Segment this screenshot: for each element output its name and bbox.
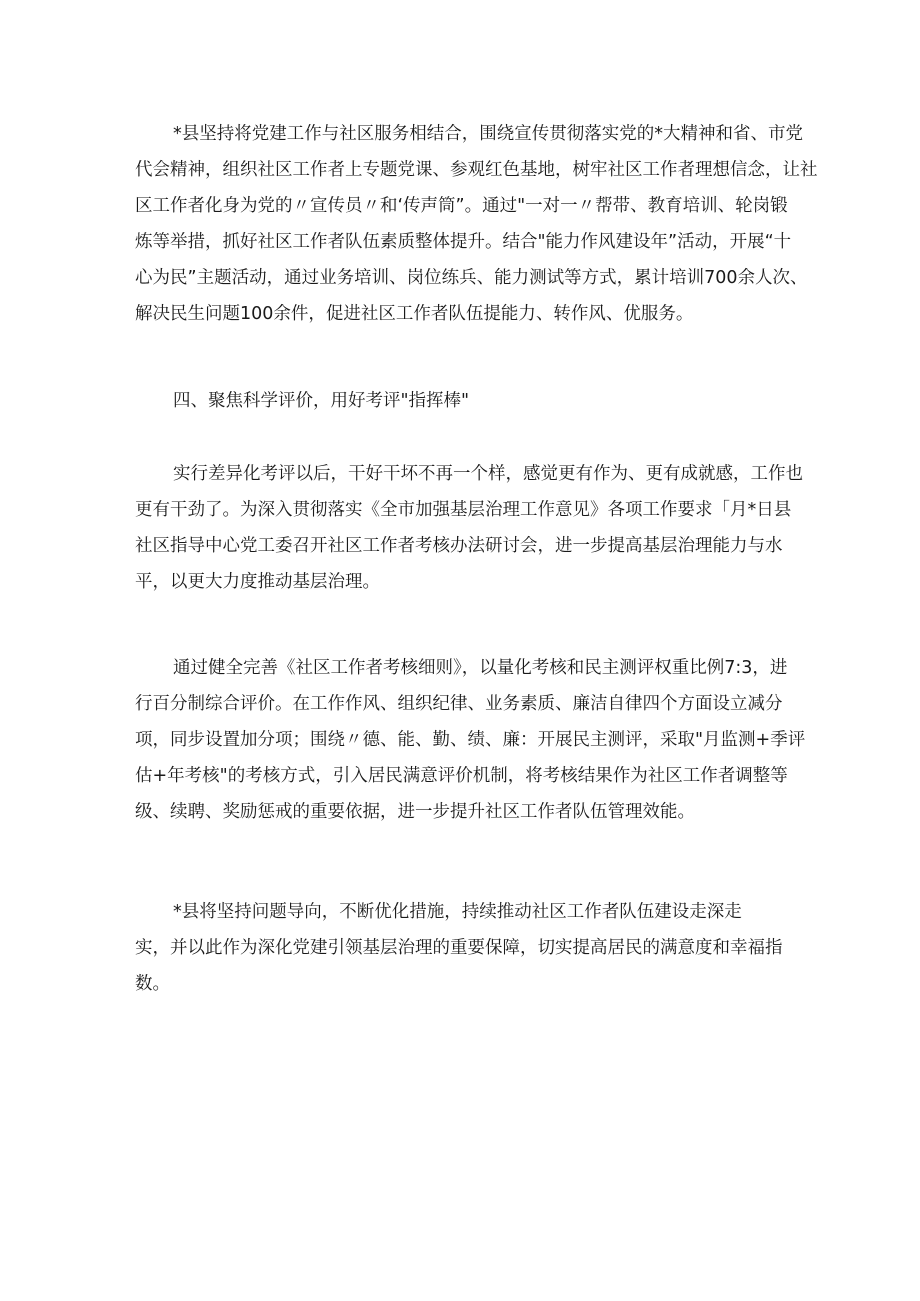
text-line: 更有干劲了。为深入贯彻落实《全市加强基层治理工作意见》各项工作要求「月*日县 — [135, 500, 792, 520]
section-heading — [173, 383, 469, 419]
text-line: 级、续聘、奖励惩戒的重要依据，进一步提升社区工作者队伍管理效能。 — [135, 802, 695, 822]
text-line: 实，并以此作为深化党建引领基层治理的重要保障，切实提高居民的满意度和幸福指 — [135, 938, 783, 958]
text-line: *县将坚持问题导向，不断优化措施，持续推动社区工作者队伍建设走深走 — [173, 902, 742, 922]
text-line: 行百分制综合评价。在工作作风、组织纪律、业务素质、廉洁自律四个方面设立减分 — [135, 694, 783, 714]
text-line: 社区指导中心党工委召开社区工作者考核办法研讨会，进一步提高基层治理能力与水 — [135, 536, 783, 556]
text-line: 实行差异化考评以后，干好干坏不再一个样，感觉更有作为、更有成就感，工作也 — [173, 464, 803, 484]
text-line: 区工作者化身为党的〃宣传员〃和‘传声筒”。通过"一对一〃帮带、教育培训、轮岗锻 — [135, 196, 788, 216]
paragraph-conclusion — [135, 894, 783, 1002]
paragraph-differentiated-evaluation — [135, 456, 803, 600]
text-line: 炼等举措，抓好社区工作者队伍素质整体提升。结合"能力作风建设年”活动，开展“十 — [135, 232, 792, 252]
text-line: 通过健全完善《社区工作者考核细则》，以量化考核和民主测评权重比例7:3，进 — [173, 658, 788, 678]
text-line: *县坚持将党建工作与社区服务相结合，围绕宣传贯彻落实党的*大精神和省、市党 — [173, 124, 803, 144]
text-line: 代会精神，组织社区工作者上专题党课、参观红色基地，树牢社区工作者理想信念，让社 — [135, 160, 818, 180]
section-heading-text: 四、聚焦科学评价，用好考评"指挥棒" — [173, 391, 470, 411]
text-line: 数。 — [135, 974, 170, 994]
text-line: 解决民生问题100余件，促进社区工作者队伍提能力、转作风、优服务。 — [135, 304, 694, 324]
paragraph-assessment-rules — [135, 650, 805, 830]
text-line: 项，同步设置加分项；围绕〃德、能、勤、绩、廉：开展民主测评，采取"月监测+季评 — [135, 730, 806, 750]
text-line: 平，以更大力度推动基层治理。 — [135, 572, 380, 592]
text-line: 心为民”主题活动，通过业务培训、岗位练兵、能力测试等方式，累计培训700余人次、 — [135, 268, 808, 288]
paragraph-party-building-service — [135, 116, 818, 332]
text-line: 估+年考核"的考核方式，引入居民满意评价机制，将考核结果作为社区工作者调整等 — [135, 766, 788, 786]
